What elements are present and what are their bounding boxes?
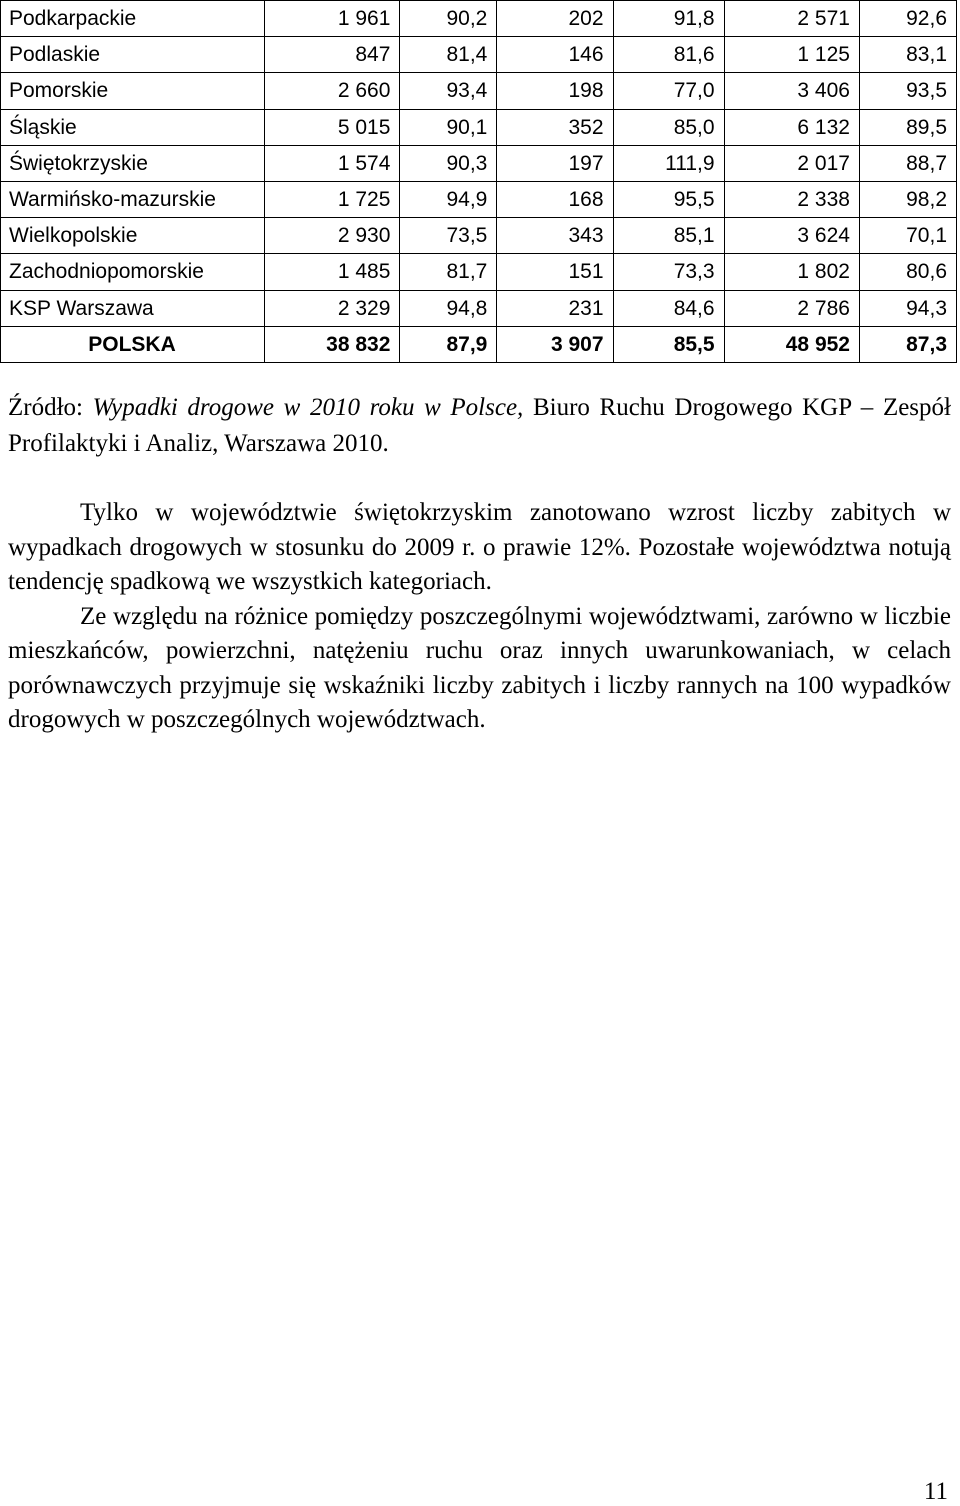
table-total-row bbox=[1, 326, 957, 362]
table-cell: 2 338 bbox=[724, 181, 859, 217]
table-cell: 231 bbox=[497, 290, 613, 326]
table-cell: 80,6 bbox=[859, 254, 956, 290]
paragraph: Ze względu na różnice pomiędzy poszczególnymi województwami, zarówno w liczbie mieszkańców, powierzchni, natężeniu ruchu oraz innych uwarunkowaniach, w celach porównawczych przyjmuje się wskaźniki liczby zabitych i liczby rannych na 100 wypadków drogowych w poszczególnych województwach. bbox=[8, 602, 951, 733]
table-cell: 84,6 bbox=[613, 290, 724, 326]
paragraph: Tylko w województwie świętokrzyskim zanotowano wzrost liczby zabitych w wypadkach drogowych w stosunku do 2009 r. o prawie 12%. Pozostałe województwa notują tendencję spadkową we wszystkich kategoriach. bbox=[8, 499, 951, 595]
table-cell: 98,2 bbox=[859, 181, 956, 217]
total-cell: 85,5 bbox=[613, 326, 724, 362]
table-cell: 85,1 bbox=[613, 218, 724, 254]
total-label: POLSKA bbox=[1, 326, 265, 362]
table-cell: 1 125 bbox=[724, 37, 859, 73]
table-cell: 91,8 bbox=[613, 1, 724, 37]
region-name: KSP Warszawa bbox=[1, 290, 265, 326]
body-text bbox=[8, 496, 951, 738]
table-row bbox=[1, 254, 957, 290]
table-cell: 2 017 bbox=[724, 145, 859, 181]
table-cell: 83,1 bbox=[859, 37, 956, 73]
table-row bbox=[1, 73, 957, 109]
table-cell: 2 660 bbox=[265, 73, 400, 109]
table-cell: 352 bbox=[497, 109, 613, 145]
statistics-table bbox=[0, 0, 957, 363]
total-cell: 48 952 bbox=[724, 326, 859, 362]
table-cell: 95,5 bbox=[613, 181, 724, 217]
source-citation bbox=[8, 390, 951, 462]
table-cell: 3 406 bbox=[724, 73, 859, 109]
table-cell: 202 bbox=[497, 1, 613, 37]
table-row bbox=[1, 181, 957, 217]
region-name: Podlaskie bbox=[1, 37, 265, 73]
table-row bbox=[1, 109, 957, 145]
total-cell: 87,3 bbox=[859, 326, 956, 362]
table-cell: 77,0 bbox=[613, 73, 724, 109]
table-cell: 151 bbox=[497, 254, 613, 290]
table-cell: 343 bbox=[497, 218, 613, 254]
table-cell: 94,8 bbox=[400, 290, 497, 326]
table-cell: 70,1 bbox=[859, 218, 956, 254]
table-cell: 197 bbox=[497, 145, 613, 181]
table-cell: 81,7 bbox=[400, 254, 497, 290]
table-cell: 1 725 bbox=[265, 181, 400, 217]
table-cell: 2 786 bbox=[724, 290, 859, 326]
table-cell: 3 624 bbox=[724, 218, 859, 254]
table-cell: 85,0 bbox=[613, 109, 724, 145]
region-name: Zachodniopomorskie bbox=[1, 254, 265, 290]
statistics-table-body bbox=[1, 1, 957, 363]
source-title: Wypadki drogowe w 2010 roku w Polsce, bbox=[92, 394, 524, 421]
page-number: 11 bbox=[923, 1478, 948, 1505]
source-rest: Biuro Ruchu Drogowego KGP – Zespół Profilaktyki i Analiz, Warszawa 2010. bbox=[8, 394, 951, 457]
table-cell: 92,6 bbox=[859, 1, 956, 37]
table-cell: 88,7 bbox=[859, 145, 956, 181]
source-prefix: Źródło: bbox=[8, 394, 93, 421]
table-cell: 90,1 bbox=[400, 109, 497, 145]
table-cell: 93,4 bbox=[400, 73, 497, 109]
table-cell: 73,5 bbox=[400, 218, 497, 254]
region-name: Śląskie bbox=[1, 109, 265, 145]
table-cell: 1 485 bbox=[265, 254, 400, 290]
region-name: Świętokrzyskie bbox=[1, 145, 265, 181]
table-cell: 1 961 bbox=[265, 1, 400, 37]
total-cell: 38 832 bbox=[265, 326, 400, 362]
table-cell: 111,9 bbox=[613, 145, 724, 181]
table-row bbox=[1, 37, 957, 73]
table-cell: 5 015 bbox=[265, 109, 400, 145]
region-name: Pomorskie bbox=[1, 73, 265, 109]
table-row bbox=[1, 145, 957, 181]
table-cell: 146 bbox=[497, 37, 613, 73]
total-cell: 3 907 bbox=[497, 326, 613, 362]
table-cell: 90,3 bbox=[400, 145, 497, 181]
table-cell: 2 329 bbox=[265, 290, 400, 326]
table-cell: 198 bbox=[497, 73, 613, 109]
table-cell: 89,5 bbox=[859, 109, 956, 145]
total-cell: 87,9 bbox=[400, 326, 497, 362]
table-cell: 847 bbox=[265, 37, 400, 73]
table-cell: 93,5 bbox=[859, 73, 956, 109]
table-cell: 2 930 bbox=[265, 218, 400, 254]
table-cell: 168 bbox=[497, 181, 613, 217]
table-cell: 81,6 bbox=[613, 37, 724, 73]
table-cell: 81,4 bbox=[400, 37, 497, 73]
region-name: Podkarpackie bbox=[1, 1, 265, 37]
table-cell: 2 571 bbox=[724, 1, 859, 37]
region-name: Wielkopolskie bbox=[1, 218, 265, 254]
table-cell: 94,9 bbox=[400, 181, 497, 217]
table-cell: 1 574 bbox=[265, 145, 400, 181]
table-cell: 6 132 bbox=[724, 109, 859, 145]
table-cell: 94,3 bbox=[859, 290, 956, 326]
table-row bbox=[1, 1, 957, 37]
table-cell: 73,3 bbox=[613, 254, 724, 290]
table-row bbox=[1, 218, 957, 254]
region-name: Warmińsko-mazurskie bbox=[1, 181, 265, 217]
table-cell: 90,2 bbox=[400, 1, 497, 37]
table-cell: 1 802 bbox=[724, 254, 859, 290]
table-row bbox=[1, 290, 957, 326]
